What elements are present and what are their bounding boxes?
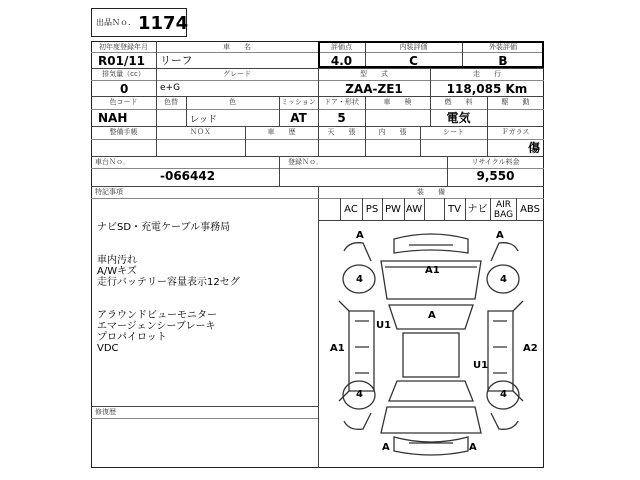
history-label: 車 歴: [267, 128, 296, 136]
note-line: アラウンドビューモニター: [97, 310, 217, 321]
exterior-label: 外装評価: [489, 43, 517, 51]
inner-trim-label: 内 張: [378, 128, 407, 136]
damage-mark: A1: [425, 265, 440, 276]
damage-mark: 4: [356, 274, 363, 285]
damage-mark: 4: [500, 274, 507, 285]
nox-label: ＮＯＸ: [190, 128, 211, 136]
note-line: A/Wキズ: [97, 266, 137, 277]
roof-label: 天 張: [327, 128, 356, 136]
model-label: 型 式: [360, 70, 388, 78]
equip-airbag: AIR BAG: [493, 200, 514, 220]
interior-label: 内装評価: [399, 43, 428, 51]
mission-label: ミッション: [281, 98, 316, 106]
lot-number-box: [91, 8, 187, 37]
exterior-grade: B: [498, 54, 508, 68]
lot-number: 1174: [138, 13, 189, 34]
score: 4.0: [330, 54, 353, 68]
doors: 5: [337, 111, 346, 125]
grade-label: グレード: [223, 70, 251, 78]
recycle-fee: 9,550: [476, 169, 515, 183]
note-line: VDC: [97, 343, 119, 354]
grade: e+G: [160, 83, 181, 93]
mileage: 118,085 Km: [446, 82, 528, 96]
note-line: [97, 244, 315, 255]
maintenance-book-label: 整備手帳: [109, 128, 138, 136]
equip-ps: PS: [365, 204, 379, 215]
color-type-label: 色替: [164, 98, 178, 106]
damage-mark: U1: [376, 320, 392, 331]
color: レッド: [190, 115, 217, 125]
displacement: 0: [120, 82, 129, 96]
fuel-label: 燃 料: [444, 98, 473, 106]
color-code-label: 色コード: [109, 98, 138, 106]
seat-label: シート: [443, 128, 464, 136]
first-registration: R01/11: [98, 54, 146, 68]
car-name: リーフ: [160, 54, 193, 67]
year-label: 初年度登録年月: [99, 43, 148, 51]
damage-mark: A1: [330, 343, 345, 354]
interior-grade: C: [409, 54, 418, 68]
front-glass-label: Ｆガラス: [501, 128, 530, 136]
model-code: ZAA-ZE1: [345, 82, 403, 96]
damage-mark: A: [496, 230, 504, 241]
note-line: [97, 299, 315, 310]
notes-header: 特記事項: [95, 188, 123, 196]
note-line: エマージェンシーブレーキ: [97, 321, 216, 332]
repair-history-header: 修復歴: [95, 408, 116, 416]
equip-navi: ナビ: [467, 204, 488, 215]
chassis-number: -066442: [160, 169, 216, 183]
note-line: プロパイロット: [97, 332, 167, 343]
mission: AT: [290, 111, 307, 125]
damage-mark: A: [356, 230, 364, 241]
damage-mark: A: [382, 442, 390, 453]
note-line: ナビSD・充電ケーブル事務局: [97, 222, 231, 233]
front-glass: 傷: [527, 141, 540, 155]
score-label: 評価点: [331, 43, 352, 51]
equip-pw: PW: [385, 204, 401, 215]
damage-mark: A: [428, 310, 436, 321]
notes-list: [97, 222, 315, 354]
recycle-label: リサイクル料金: [471, 158, 520, 166]
chassis-label: 車台Ｎｏ．: [95, 158, 130, 166]
damage-mark: 4: [500, 389, 507, 400]
door-label: ドア・形状: [324, 98, 359, 106]
equip-tv: TV: [448, 204, 461, 215]
note-line: [97, 288, 315, 299]
car-name-label: 車 名: [223, 43, 251, 51]
mileage-label: 走 行: [473, 70, 501, 78]
color-label: 色: [229, 98, 236, 106]
car-damage-diagram: [319, 221, 543, 467]
equip-aw: AW: [405, 204, 423, 215]
equip-ac: AC: [344, 204, 358, 215]
registration-label: 登録Ｎｏ．: [288, 158, 323, 166]
fuel: 電気: [446, 111, 471, 125]
lot-number-label: 出品Ｎｏ．: [96, 18, 136, 27]
color-code: NAH: [98, 111, 128, 125]
equipment-header: 装 備: [417, 188, 445, 196]
inspection-label: 車 検: [383, 98, 412, 106]
note-line: [97, 233, 315, 244]
note-line: 走行バッテリー容量表示12セグ: [97, 277, 240, 288]
damage-mark: U1: [473, 360, 489, 371]
damage-mark: A: [469, 442, 477, 453]
displacement-label: 排気量（cc）: [102, 70, 145, 78]
damage-mark: A2: [523, 343, 538, 354]
note-line: 車内汚れ: [97, 255, 137, 266]
drive-label: 駆 動: [501, 98, 530, 106]
equip-abs: ABS: [520, 204, 540, 215]
damage-mark: 4: [356, 389, 363, 400]
